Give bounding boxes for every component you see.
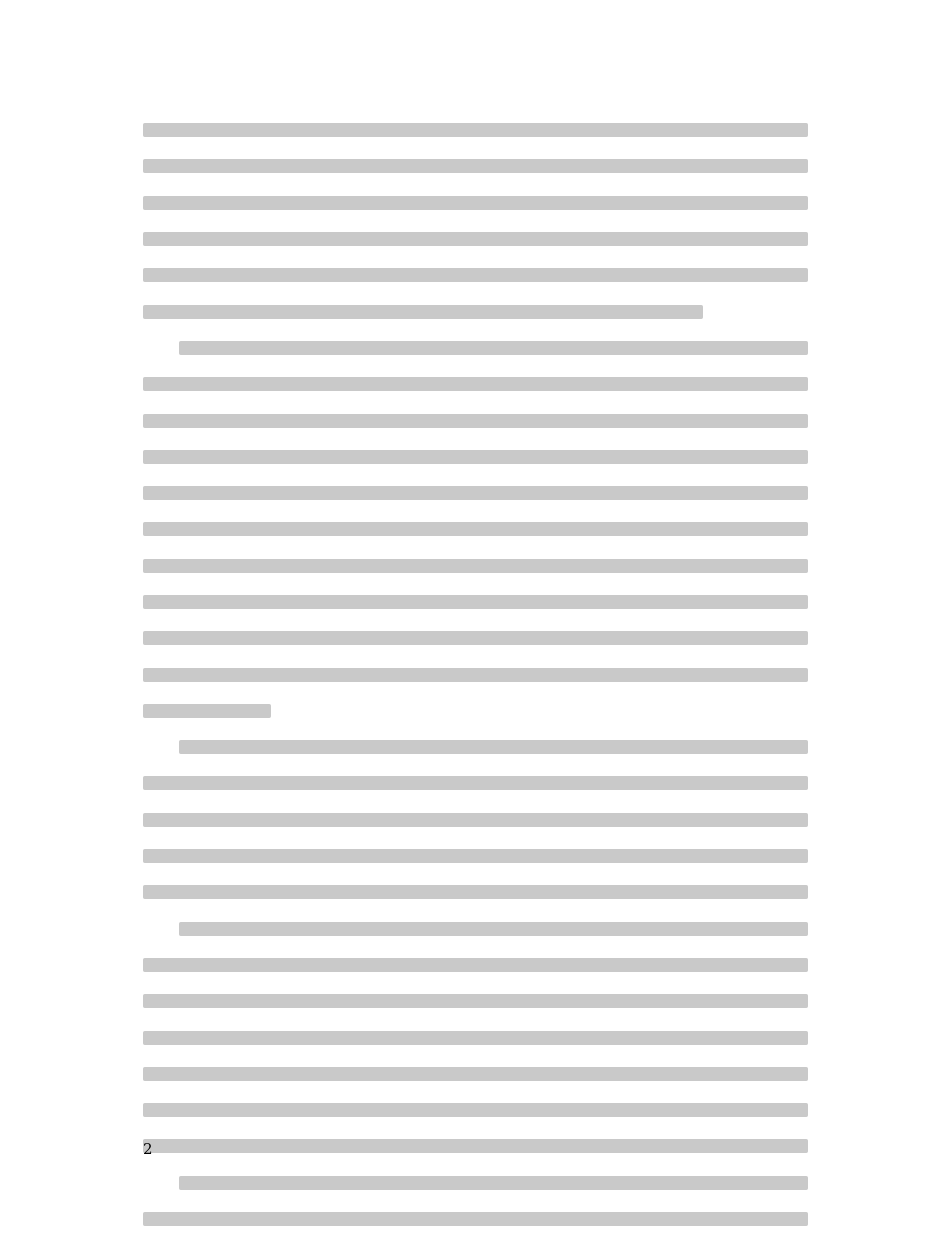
- text-line-placeholder: [143, 486, 808, 500]
- text-line: [143, 548, 808, 584]
- text-line: [143, 402, 808, 438]
- text-line-placeholder: [143, 414, 808, 428]
- text-line: [143, 584, 808, 620]
- text-line-placeholder: [143, 885, 808, 899]
- text-line-placeholder: [143, 232, 808, 246]
- text-line: [143, 148, 808, 184]
- text-line: [143, 838, 808, 874]
- text-line-placeholder: [143, 1103, 808, 1117]
- body-text: [143, 112, 808, 1237]
- text-line-placeholder: [143, 305, 703, 319]
- paragraph: [143, 911, 808, 1165]
- text-line-placeholder: [143, 559, 808, 573]
- text-line: [143, 656, 808, 692]
- text-line: [143, 1165, 808, 1201]
- text-line-placeholder: [143, 1031, 808, 1045]
- text-line-placeholder: [143, 813, 808, 827]
- text-line-placeholder: [143, 159, 808, 173]
- text-line: [143, 475, 808, 511]
- text-line-placeholder: [143, 776, 808, 790]
- text-line: [143, 620, 808, 656]
- paragraph: [143, 112, 808, 330]
- text-line: [143, 366, 808, 402]
- text-line-placeholder: [179, 341, 808, 355]
- text-line-placeholder: [143, 522, 808, 536]
- text-line: [143, 185, 808, 221]
- text-line-placeholder: [143, 196, 808, 210]
- paragraph: [143, 1165, 808, 1237]
- text-line-placeholder: [143, 704, 271, 718]
- text-line: [143, 330, 808, 366]
- page-number: 2: [143, 1140, 153, 1158]
- text-line: [143, 1128, 808, 1164]
- text-line: [143, 693, 808, 729]
- text-line: [143, 1092, 808, 1128]
- text-line-placeholder: [143, 123, 808, 137]
- text-line-placeholder: [179, 1176, 808, 1190]
- text-line: [143, 1201, 808, 1237]
- text-line-placeholder: [143, 1067, 808, 1081]
- text-line-placeholder: [143, 631, 808, 645]
- text-line-placeholder: [143, 377, 808, 391]
- text-line: [143, 221, 808, 257]
- text-line: [143, 112, 808, 148]
- text-line-placeholder: [143, 1212, 808, 1226]
- text-line: [143, 1056, 808, 1092]
- text-line-placeholder: [143, 994, 808, 1008]
- text-line: [143, 911, 808, 947]
- text-line: [143, 257, 808, 293]
- text-line-placeholder: [143, 958, 808, 972]
- text-line: [143, 511, 808, 547]
- text-line: [143, 983, 808, 1019]
- text-line: [143, 802, 808, 838]
- text-line: [143, 874, 808, 910]
- text-line-placeholder: [143, 849, 808, 863]
- text-line-placeholder: [179, 922, 808, 936]
- text-line: [143, 729, 808, 765]
- text-line-placeholder: [143, 595, 808, 609]
- text-line-placeholder: [179, 740, 808, 754]
- paragraph: [143, 729, 808, 910]
- text-line-placeholder: [143, 450, 808, 464]
- text-line: [143, 765, 808, 801]
- text-line: [143, 439, 808, 475]
- text-line: [143, 293, 808, 329]
- text-line: [143, 947, 808, 983]
- paragraph: [143, 330, 808, 729]
- text-line-placeholder: [143, 668, 808, 682]
- text-line-placeholder: [143, 268, 808, 282]
- text-line-placeholder: [143, 1139, 808, 1153]
- text-line: [143, 1019, 808, 1055]
